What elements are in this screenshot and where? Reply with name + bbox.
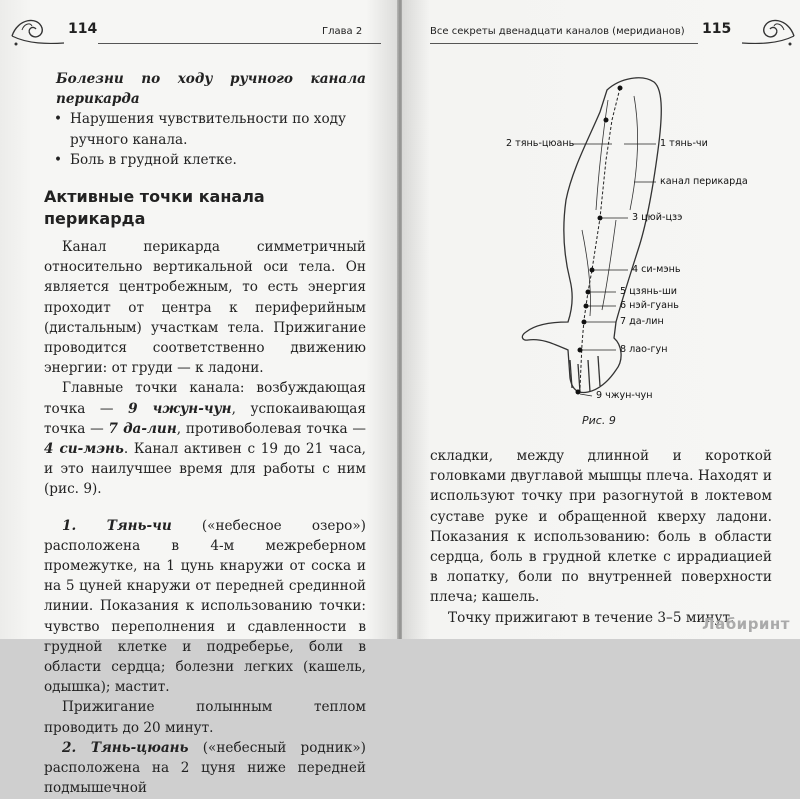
main-point-highlight: 7 да-лин	[108, 420, 177, 437]
section-title: Активные точки канала перикарда	[44, 187, 265, 229]
page-number-right: 115	[702, 21, 732, 37]
paragraph: Прижигание полынным теплом проводить до 20 минут.	[44, 699, 366, 736]
figure-label: 7 да-лин	[620, 316, 664, 327]
figure-label: 3 цюй-цзэ	[632, 212, 683, 223]
running-header-left: Глава 2	[322, 26, 363, 37]
point-name: 1. Тянь-чи	[62, 517, 172, 534]
point-marker	[590, 268, 595, 273]
figure-label: 6 нэй-гуань	[620, 300, 679, 311]
left-page-text	[44, 69, 366, 799]
paragraph: 2. Тянь-цюань («небесный родник») расположена на 2 цуня ниже передней подмышечной	[44, 739, 366, 797]
point-marker	[576, 390, 581, 395]
arm-illustration	[402, 60, 800, 400]
point-marker	[578, 348, 583, 353]
figure-label: 8 лао-гун	[620, 344, 668, 355]
figure-label: 5 цзянь-ши	[620, 286, 677, 297]
figure-label: 4 си-мэнь	[632, 264, 681, 275]
list-item: • Боль в грудной клетке.	[44, 150, 366, 170]
right-page	[402, 0, 800, 639]
left-page	[0, 0, 398, 797]
paragraph: складки, между длинной и короткой головками двуглавой мышцы плеча. Находят и используют точку при разогнутой в локтевом суставе руке и обращенной кверху ладони. Показания к использованию: боль в области сердца, боль в грудной клетке с иррадиацией в лопатку, боли по внутренней поверхности плеча; кашель.	[430, 448, 772, 606]
corner-ornament-icon	[738, 10, 798, 50]
main-point-highlight: 4 си-мэнь	[44, 441, 124, 458]
point-marker	[618, 86, 623, 91]
header-rule	[98, 43, 381, 44]
point-marker	[586, 290, 591, 295]
page-number-left: 114	[68, 21, 98, 37]
point-name: 2. Тянь-цюань	[62, 739, 189, 756]
corner-ornament-icon	[8, 10, 68, 50]
figure-label: 2 тянь-цюань	[506, 138, 575, 149]
point-marker	[584, 304, 589, 309]
paragraph: Главные точки канала: возбуждающая точка — 9 чжун-чун, успокаивающая точка — 7 да-лин, противоболевая точка — 4 си-мэнь. Канал активен с 19 до 21 часа, и это наилучшее время для работы с ним (рис. 9).	[44, 380, 367, 498]
point-marker	[604, 118, 609, 123]
point-marker	[598, 216, 603, 221]
paragraph: Канал перикарда симметричный относительно вертикальной оси тела. Он является центробежным, то есть энергия проходит от центра к периферийным (дистальным) участкам тела. Прижигание проводится соответственно движению энергии: от груди — к ладони.	[44, 239, 366, 377]
diseases-heading: Болезни по ходу ручного канала перикарда	[56, 71, 366, 108]
list-item: • Нарушения чувствительности по ходу ручного канала.	[44, 109, 366, 149]
figure-label: канал перикарда	[660, 176, 748, 187]
figure-caption: Рис. 9	[582, 414, 616, 427]
paragraph: 1. Тянь-чи («небесное озеро») расположена в 4-м межреберном промежутке, на 1 цунь кнаружи от соска и на 5 цуней кнаружи от передней срединной линии. Показания к использованию точки: чувство переполнения и сдавленности в грудной клетке и подреберье, боли в области сердца; болезни легких (кашель, одышка); мастит.	[44, 517, 366, 696]
main-point-highlight: 9 чжун-чун	[128, 400, 232, 417]
figure-label: 9 чжун-чун	[596, 390, 653, 401]
paragraph: Точку прижигают в течение 3–5 минут.	[448, 609, 735, 626]
header-rule	[430, 43, 698, 44]
diseases-list	[44, 109, 366, 170]
running-header-right: Все секреты двенадцати каналов (меридианов)	[430, 26, 685, 37]
figure-label: 1 тянь-чи	[660, 138, 708, 149]
watermark-logo: Лабиринт	[702, 615, 790, 633]
right-page-text	[430, 446, 772, 628]
point-marker	[582, 320, 587, 325]
